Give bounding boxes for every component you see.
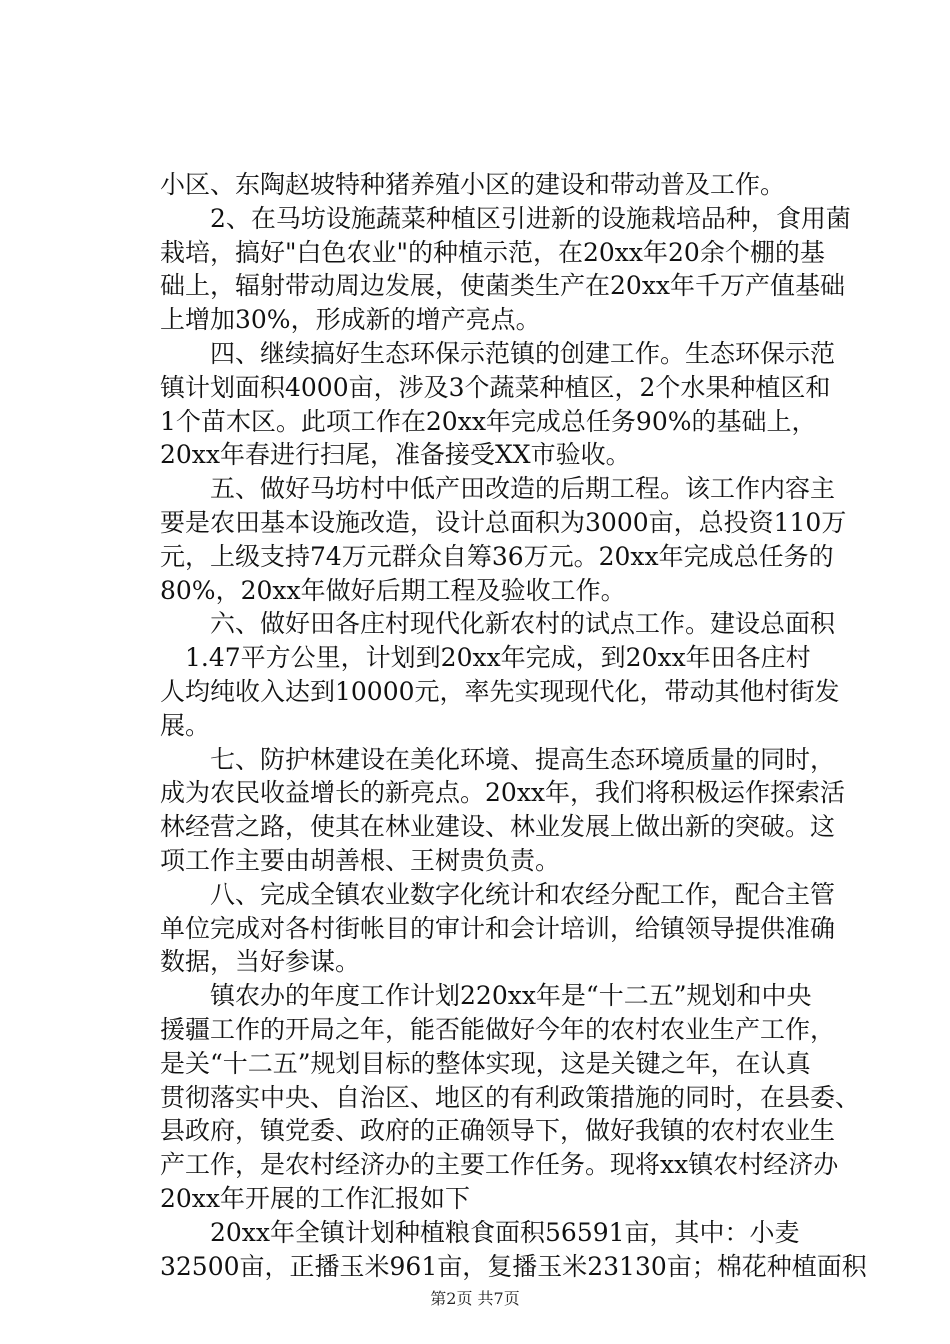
text-line: 20xx年开展的工作汇报如下	[160, 1183, 471, 1213]
text-line: 上增加30%，形成新的增产亮点。	[160, 305, 541, 335]
text-line: 单位完成对各村街帐目的审计和会计培训，给镇领导提供准确	[160, 913, 836, 943]
text-line: 栽培，搞好"白色农业"的种植示范，在20xx年20余个棚的基	[160, 237, 825, 267]
text-line: 是关“十二五”规划目标的整体实现，这是关键之年，在认真	[160, 1048, 811, 1078]
text-line: 项工作主要由胡善根、王树贵负责。	[160, 845, 561, 875]
document-body	[160, 168, 867, 1283]
text-line: 2、在马坊设施蔬菜种植区引进新的设施栽培品种，食用菌	[160, 203, 851, 233]
text-line: 人均纯收入达到10000元，率先实现现代化，带动其他村街发	[160, 676, 840, 706]
text-line: 援疆工作的开局之年，能否能做好今年的农村农业生产工作，	[160, 1014, 836, 1044]
paragraph	[160, 607, 840, 742]
text-line: 镇农办的年度工作计划220xx年是“十二五”规划和中央	[160, 981, 812, 1011]
text-line: 六、做好田各庄村现代化新农村的试点工作。建设总面积	[160, 609, 836, 639]
text-line: 1个苗木区。此项工作在20xx年完成总任务90%的基础上，	[160, 406, 817, 436]
text-line: 七、防护林建设在美化环境、提高生态环境质量的同时，	[160, 744, 836, 774]
paragraph	[160, 979, 861, 1216]
paragraph	[160, 168, 830, 202]
text-line: 20xx年春进行扫尾，准备接受XX市验收。	[160, 440, 631, 470]
text-line: 县政府，镇党委、政府的正确领导下，做好我镇的农村农业生	[160, 1116, 836, 1146]
text-line: 要是农田基本设施改造，设计总面积为3000亩，总投资110万	[160, 507, 847, 537]
text-line: 小区、东陶赵坡特种猪养殖小区的建设和带动普及工作。	[160, 170, 786, 199]
text-line: 五、做好马坊村中低产田改造的后期工程。该工作内容主	[160, 474, 836, 504]
text-line: 元，上级支持74万元群众自筹36万元。20xx年完成总任务的	[160, 541, 834, 571]
paragraph	[160, 743, 846, 878]
text-line: 四、继续搞好生态环保示范镇的创建工作。生态环保示范	[160, 338, 836, 368]
text-line: 20xx年全镇计划种植粮食面积56591亩，其中：小麦	[160, 1217, 800, 1247]
text-line: 1.47平方公里，计划到20xx年完成，到20xx年田各庄村	[160, 643, 811, 673]
text-line: 林经营之路，使其在林业建设、林业发展上做出新的突破。这	[160, 812, 836, 842]
text-line: 展。	[160, 710, 211, 740]
text-line: 80%，20xx年做好后期工程及验收工作。	[160, 575, 626, 605]
page-footer: 第2页 共7页	[430, 1289, 520, 1308]
text-line: 32500亩，正播玉米961亩，复播玉米23130亩；棉花种植面积	[160, 1251, 867, 1281]
text-line: 产工作，是农村经济办的主要工作任务。现将xx镇农村经济办	[160, 1150, 839, 1180]
text-line: 成为农民收益增长的新亮点。20xx年，我们将积极运作探索活	[160, 778, 846, 808]
paragraph	[160, 337, 836, 472]
text-line: 贯彻落实中央、自治区、地区的有利政策措施的同时，在县委、	[160, 1082, 861, 1112]
text-line: 数据，当好参谋。	[160, 947, 361, 977]
text-line: 镇计划面积4000亩，涉及3个蔬菜种植区，2个水果种植区和	[160, 372, 831, 402]
paragraph	[160, 472, 847, 607]
text-line: 础上，辐射带动周边发展，使菌类生产在20xx年千万产值基础	[160, 271, 846, 301]
paragraph	[160, 1216, 867, 1284]
paragraph	[160, 878, 836, 979]
paragraph	[160, 202, 851, 337]
text-line: 八、完成全镇农业数字化统计和农经分配工作，配合主管	[160, 879, 836, 909]
